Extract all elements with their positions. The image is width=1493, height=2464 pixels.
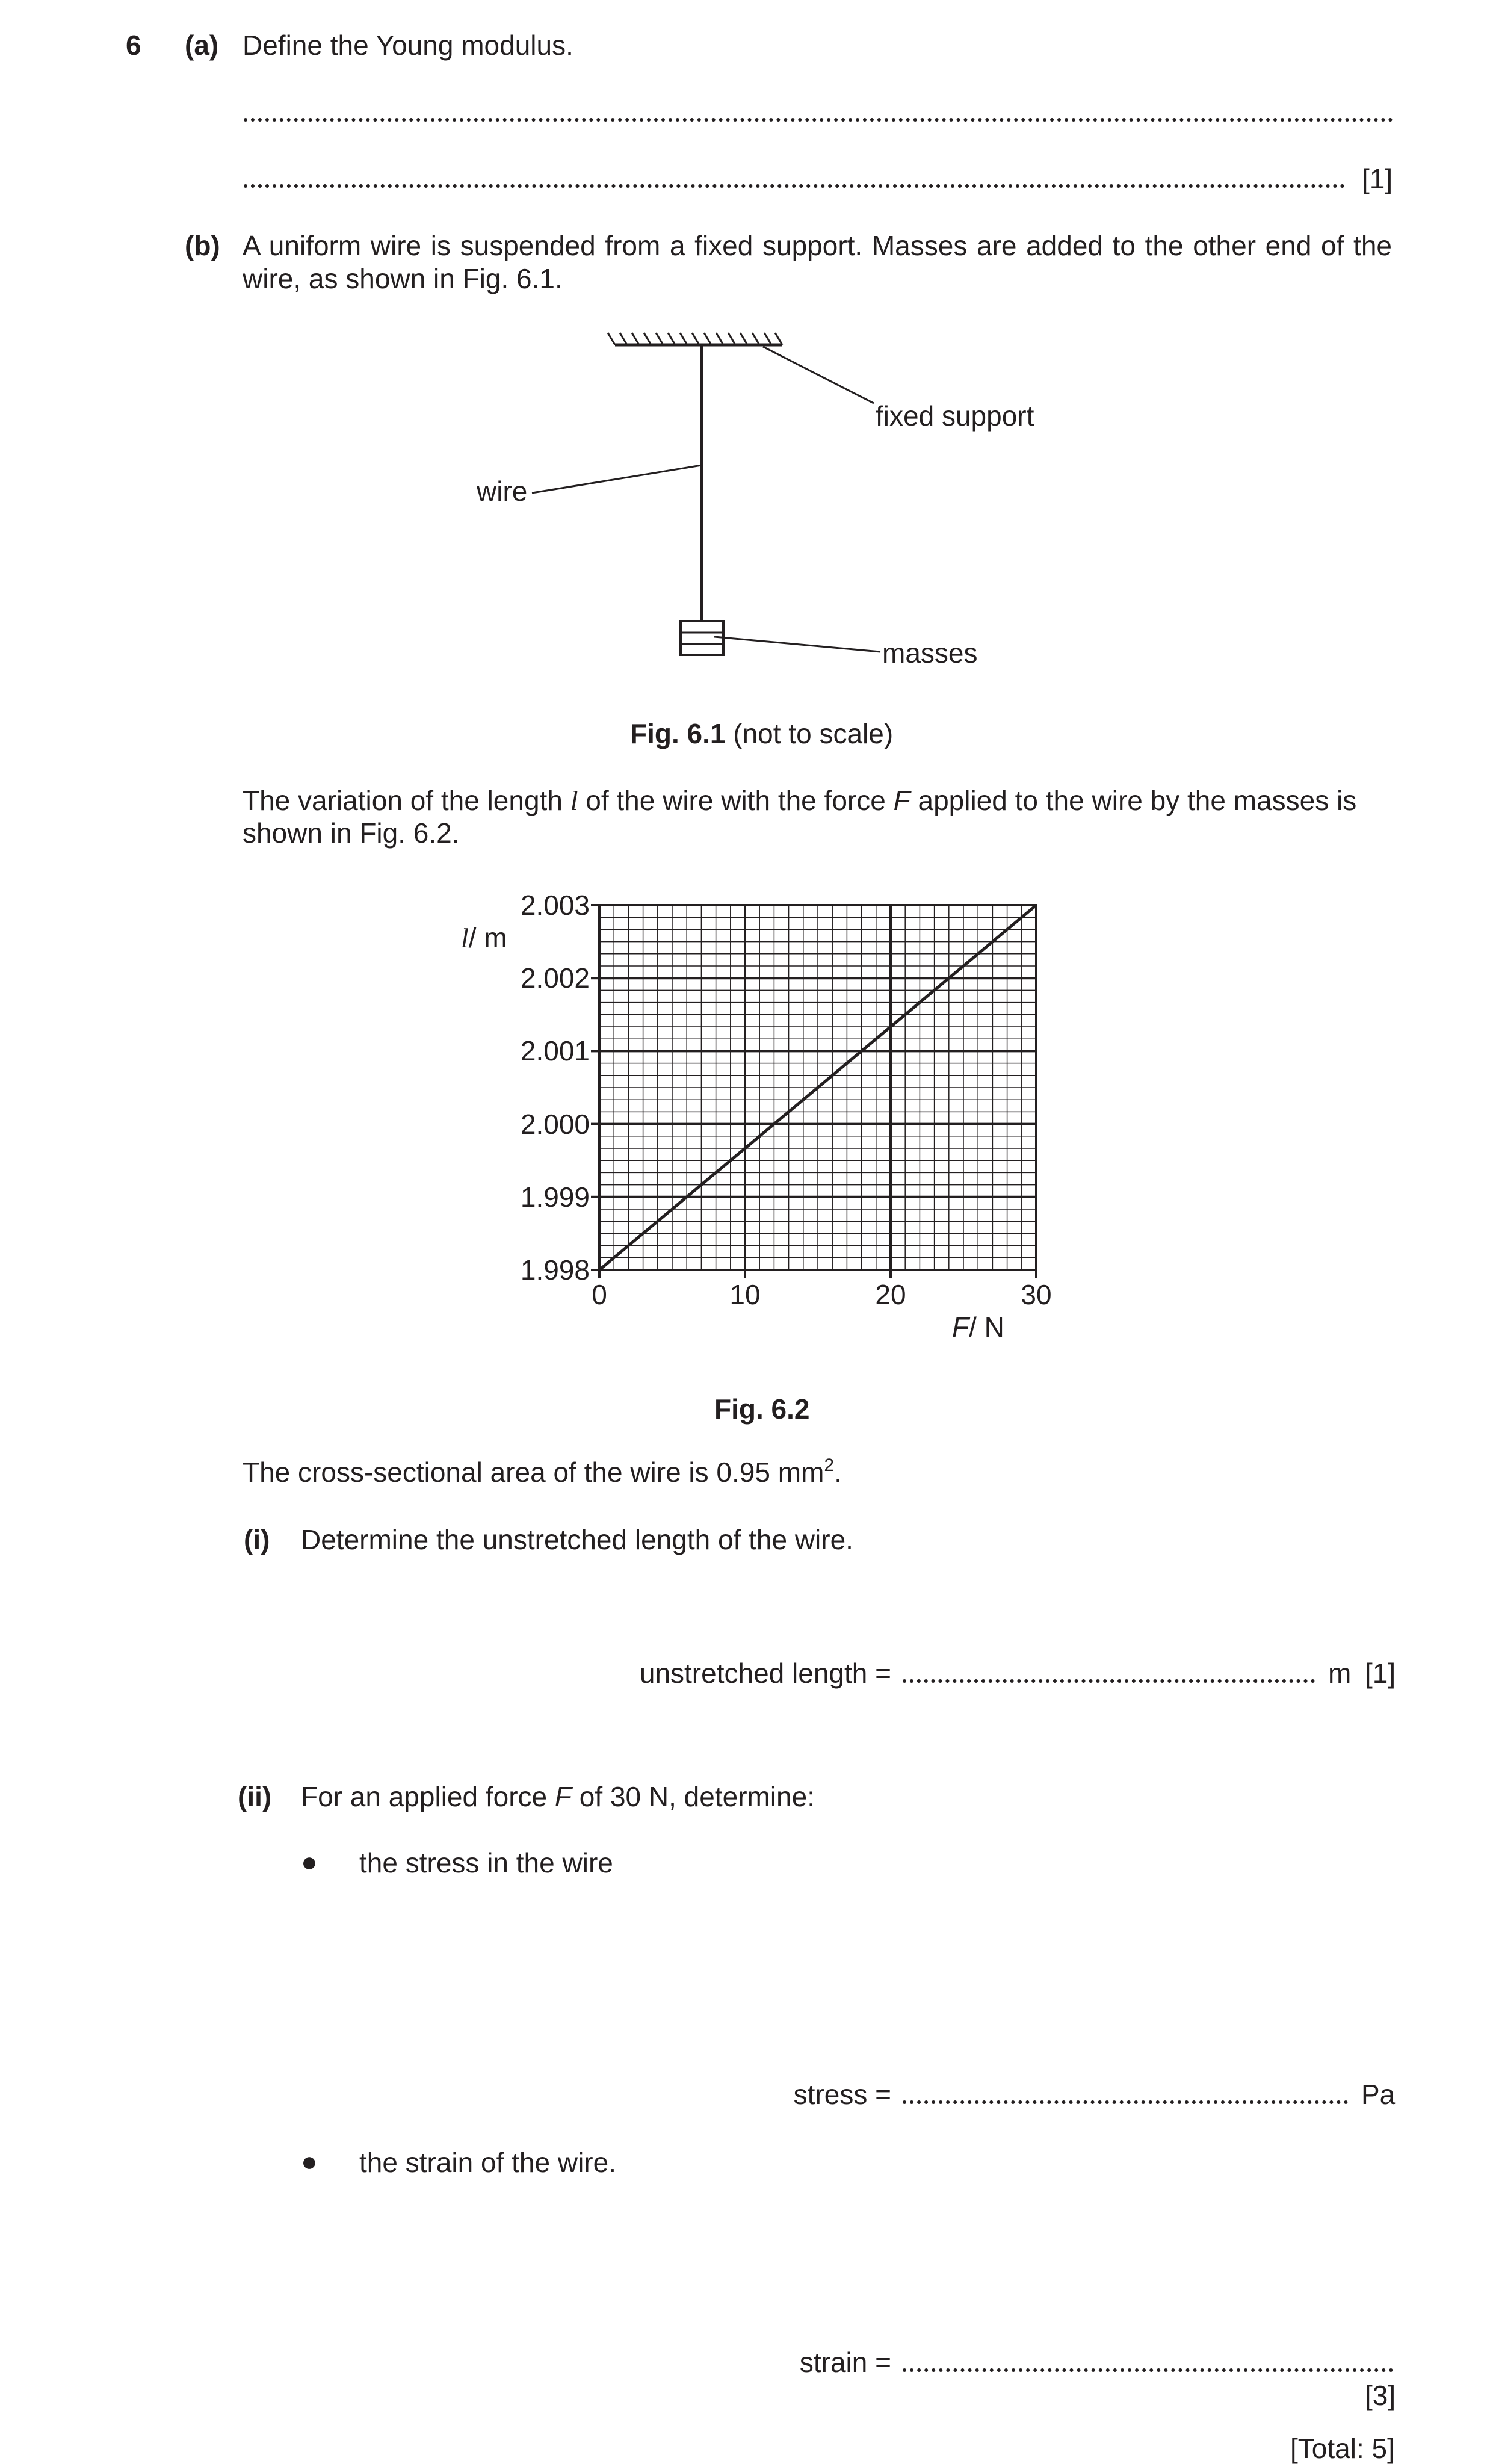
fig-6-1-caption: Fig. 6.1 (not to scale): [630, 718, 894, 749]
y-tick-label: 2.002: [520, 962, 590, 994]
stress-unit: Pa: [1361, 2079, 1396, 2110]
part-i-marks: [1]: [1365, 1658, 1396, 1689]
part-b-intro-line2: wire, as shown in Fig. 6.1.: [243, 263, 563, 294]
y-tick-label: 1.999: [520, 1181, 590, 1213]
x-tick-label: 10: [729, 1279, 761, 1310]
part-i-text: Determine the unstretched length of the wire.: [301, 1524, 853, 1555]
part-ii-marks: [3]: [1365, 2380, 1396, 2411]
label-wire: wire: [477, 475, 528, 507]
part-a-text: Define the Young modulus.: [243, 29, 573, 61]
x-axis-label: F/ N: [952, 1311, 1004, 1343]
variation-text-line1: The variation of the length l of the wire with the force F applied to the wire by the masses is: [243, 785, 1357, 816]
part-b-label: (b): [185, 230, 220, 261]
x-tick-label: 0: [592, 1279, 607, 1310]
x-tick-label: 20: [875, 1279, 906, 1310]
variation-text-line2: shown in Fig. 6.2.: [243, 817, 460, 849]
x-tick-label: 30: [1021, 1279, 1052, 1310]
bullet-1-text: the stress in the wire: [359, 1847, 613, 1878]
strain-answer-line[interactable]: [903, 2368, 1393, 2372]
bullet-2-marker: ●: [301, 2146, 318, 2177]
label-fixed-support: fixed support: [876, 400, 1034, 432]
unstretched-length-answer-line[interactable]: [903, 1679, 1315, 1683]
part-i-label: (i): [244, 1524, 270, 1555]
stress-label: stress =: [793, 2079, 891, 2110]
unstretched-length-unit: m: [1328, 1658, 1352, 1689]
bullet-1-marker: ●: [301, 1846, 318, 1877]
part-a-marks: [1]: [1362, 163, 1393, 194]
y-tick-label: 2.003: [520, 890, 590, 921]
part-a-label: (a): [185, 29, 219, 61]
stress-answer-line[interactable]: [903, 2100, 1348, 2104]
y-tick-label: 2.001: [520, 1035, 590, 1067]
y-tick-label: 1.998: [520, 1254, 590, 1286]
part-ii-text: For an applied force F of 30 N, determine:: [301, 1781, 815, 1812]
bullet-2-text: the strain of the wire.: [359, 2147, 616, 2178]
y-axis-label: l/ m: [461, 922, 507, 953]
fig-6-2-caption: Fig. 6.2: [714, 1393, 810, 1425]
area-text: The cross-sectional area of the wire is 0.95 $mm^2$.: [243, 1455, 842, 1488]
part-ii-label: (ii): [238, 1781, 272, 1812]
unstretched-length-label: unstretched length =: [639, 1658, 891, 1689]
part-b-intro-line1: A uniform wire is suspended from a fixed support. Masses are added to the other end of the: [243, 230, 1392, 261]
y-tick-label: 2.000: [520, 1108, 590, 1140]
strain-label: strain =: [799, 2347, 891, 2378]
question-number: 6: [126, 29, 141, 61]
label-masses: masses: [882, 637, 978, 669]
total-marks: [Total: 5]: [1290, 2433, 1395, 2464]
